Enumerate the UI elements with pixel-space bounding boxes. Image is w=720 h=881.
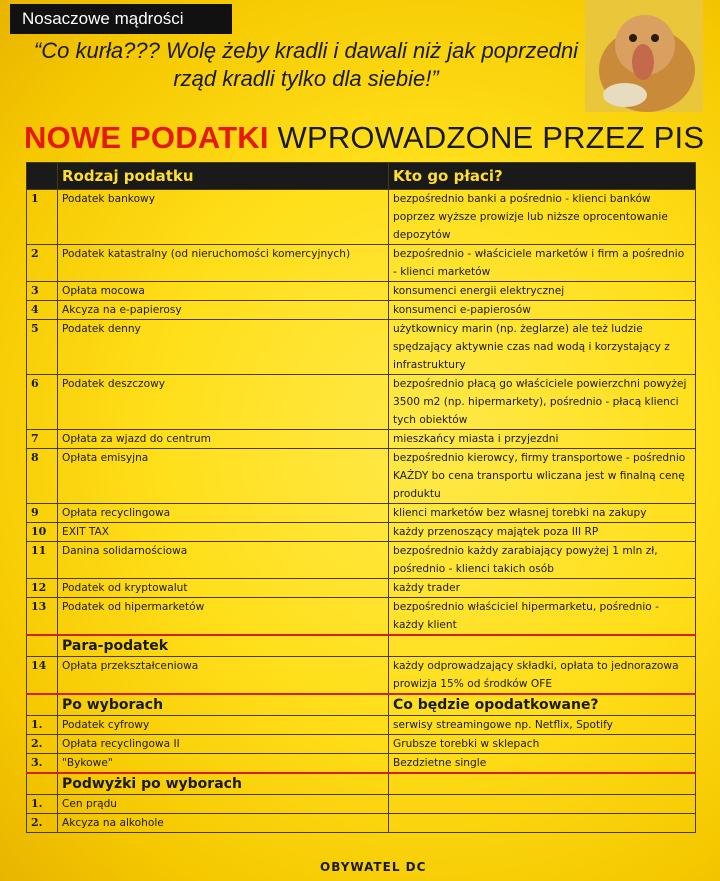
quote-text: “Co kurła??? Wolę żeby kradli i dawali niż jak poprzedni rząd kradli tylko dla siebie!” <box>33 38 579 91</box>
header-num <box>27 163 58 190</box>
table-row <box>27 795 696 814</box>
row-who: konsumenci e-papierosów <box>389 301 696 320</box>
row-kind: Opłata za wjazd do centrum <box>58 430 389 449</box>
row-kind: Akcyza na alkohole <box>58 814 389 833</box>
row-num: 2. <box>27 814 58 833</box>
row-kind: Podatek katastralny (od nieruchomości komercyjnych) <box>58 245 389 282</box>
header-who: Kto go płaci? <box>389 163 696 190</box>
row-who: użytkownicy marin (np. żeglarze) ale też ludzie spędzający aktywnie czas nad wodą i korzystający z infrastruktury <box>389 320 696 375</box>
header-kind: Rodzaj podatku <box>58 163 389 190</box>
row-who: Bezdzietne single <box>389 754 696 774</box>
row-kind: Akcyza na e-papierosy <box>58 301 389 320</box>
row-kind: Podatek denny <box>58 320 389 375</box>
table-row <box>27 657 696 695</box>
row-kind: Opłata przekształceniowa <box>58 657 389 695</box>
after-title2: Co będzie opodatkowane? <box>389 694 696 716</box>
row-num: 8 <box>27 449 58 504</box>
row-kind: "Bykowe" <box>58 754 389 774</box>
headline-red: NOWE PODATKI <box>24 120 269 155</box>
category-badge: Nosaczowe mądrości <box>10 4 232 34</box>
table-row <box>27 320 696 375</box>
row-kind: Podatek od kryptowalut <box>58 579 389 598</box>
row-num: 3 <box>27 282 58 301</box>
table-row <box>27 449 696 504</box>
row-who: każdy przenoszący majątek poza III RP <box>389 523 696 542</box>
headline <box>24 119 704 157</box>
row-kind: Danina solidarnościowa <box>58 542 389 579</box>
row-kind: Podatek deszczowy <box>58 375 389 430</box>
row-kind: Cen prądu <box>58 795 389 814</box>
table-row <box>27 814 696 833</box>
table-header <box>27 163 696 190</box>
row-who: każdy trader <box>389 579 696 598</box>
table-row <box>27 579 696 598</box>
row-kind: Podatek cyfrowy <box>58 716 389 735</box>
after-spacer <box>27 694 58 716</box>
after-section <box>27 694 696 716</box>
table-row <box>27 542 696 579</box>
table-row <box>27 754 696 774</box>
table-row <box>27 716 696 735</box>
table-row <box>27 375 696 430</box>
row-who: bezpośrednio właściciel hipermarketu, pośrednio - każdy klient <box>389 598 696 636</box>
row-who: serwisy streamingowe np. Netflix, Spotify <box>389 716 696 735</box>
row-who: bezpośrednio każdy zarabiający powyżej 1 mln zł, pośrednio - klienci takich osób <box>389 542 696 579</box>
row-num: 9 <box>27 504 58 523</box>
table-row <box>27 282 696 301</box>
row-who: każdy odprowadzający składki, opłata to jednorazowa prowizja 15% od środków OFE <box>389 657 696 695</box>
headline-rest: WPROWADZONE PRZEZ PIS <box>277 120 705 155</box>
row-num: 5 <box>27 320 58 375</box>
row-kind: EXIT TAX <box>58 523 389 542</box>
table-row <box>27 598 696 636</box>
tax-table <box>26 162 696 833</box>
row-num: 11 <box>27 542 58 579</box>
footer-signature: OBYWATEL DC <box>320 860 427 874</box>
row-who: Grubsze torebki w sklepach <box>389 735 696 754</box>
proboscis-monkey-image <box>585 0 703 112</box>
row-num: 12 <box>27 579 58 598</box>
row-kind: Opłata recyclingowa II <box>58 735 389 754</box>
row-num: 14 <box>27 657 58 695</box>
para-spacer <box>27 635 58 657</box>
row-num: 2 <box>27 245 58 282</box>
row-who: bezpośrednio banki a pośrednio - klienci banków poprzez wyższe prowizje lub niższe oprocentowanie depozytów <box>389 190 696 245</box>
row-num: 3. <box>27 754 58 774</box>
raises-empty <box>389 773 696 795</box>
raises-title: Podwyżki po wyborach <box>58 773 389 795</box>
row-who: bezpośrednio kierowcy, firmy transportowe - pośrednio KAŻDY bo cena transportu wliczana jest w finalną cenę produktu <box>389 449 696 504</box>
row-kind: Opłata emisyjna <box>58 449 389 504</box>
row-kind: Podatek bankowy <box>58 190 389 245</box>
row-num: 7 <box>27 430 58 449</box>
row-who: klienci marketów bez własnej torebki na zakupy <box>389 504 696 523</box>
row-who: konsumenci energii elektrycznej <box>389 282 696 301</box>
row-num: 1 <box>27 190 58 245</box>
table-row <box>27 190 696 245</box>
row-who <box>389 795 696 814</box>
row-num: 6 <box>27 375 58 430</box>
row-num: 2. <box>27 735 58 754</box>
para-empty <box>389 635 696 657</box>
raises-section <box>27 773 696 795</box>
para-section <box>27 635 696 657</box>
row-num: 10 <box>27 523 58 542</box>
table-row <box>27 735 696 754</box>
row-num: 4 <box>27 301 58 320</box>
row-num: 1. <box>27 795 58 814</box>
row-kind: Opłata mocowa <box>58 282 389 301</box>
table-row <box>27 245 696 282</box>
row-kind: Podatek od hipermarketów <box>58 598 389 636</box>
table-row <box>27 430 696 449</box>
row-num: 1. <box>27 716 58 735</box>
table-row <box>27 523 696 542</box>
row-kind: Opłata recyclingowa <box>58 504 389 523</box>
row-who <box>389 814 696 833</box>
raises-spacer <box>27 773 58 795</box>
table-row <box>27 301 696 320</box>
para-title: Para-podatek <box>58 635 389 657</box>
table-row <box>27 504 696 523</box>
row-who: bezpośrednio płacą go właściciele powierzchni powyżej 3500 m2 (np. hipermarkety), pośrednio - płacą klienci tych obiektów <box>389 375 696 430</box>
after-title: Po wyborach <box>58 694 389 716</box>
row-num: 13 <box>27 598 58 636</box>
row-who: mieszkańcy miasta i przyjezdni <box>389 430 696 449</box>
row-who: bezpośrednio - właściciele marketów i firm a pośrednio - klienci marketów <box>389 245 696 282</box>
